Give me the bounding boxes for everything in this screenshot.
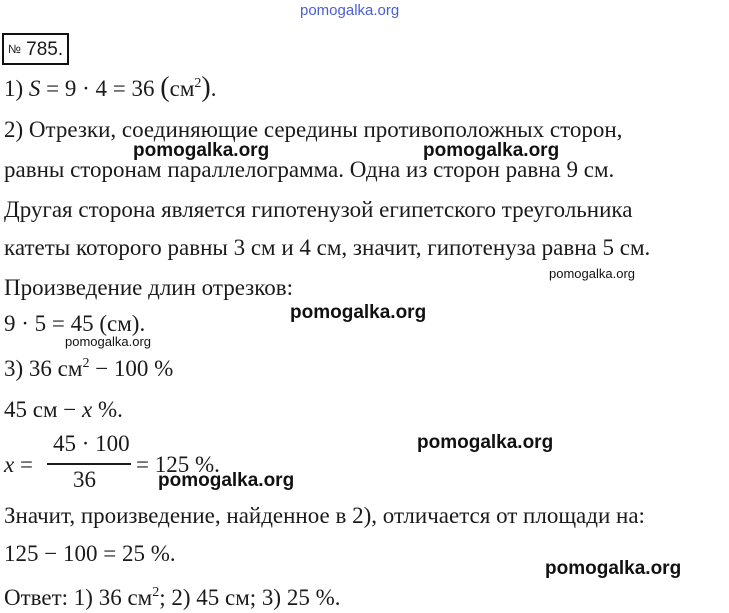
answer-exponent: 2: [152, 585, 160, 600]
fraction-variable-x: x: [4, 452, 15, 477]
line-1-exponent: 2: [194, 76, 202, 91]
task-number: [2, 33, 69, 65]
fraction-numerator: 45 · 100: [53, 431, 130, 456]
solution-line-8: [4, 355, 173, 383]
line-1-prefix: 1): [4, 76, 29, 101]
line-8-prefix: 3) 36 см: [4, 356, 83, 381]
watermark-2: pomogalka.org: [133, 140, 270, 161]
solution-line-5: катеты которого равны 3 см и 4 см, значит, гипотенуза равна 5 см.: [4, 235, 651, 260]
solution-line-4: Другая сторона является гипотенузой египетского треугольника: [4, 197, 633, 222]
task-number-value: 785.: [26, 39, 64, 60]
answer-line: [4, 584, 341, 612]
watermark-5: pomogalka.org: [290, 302, 427, 323]
answer-rest: ; 2) 45 см; 3) 25 %.: [159, 585, 341, 610]
solution-line-7: 9 · 5 = 45 (см).: [4, 311, 146, 336]
line-9-prefix: 45 см −: [4, 397, 82, 422]
line-1-expression: = 9 · 4 = 36: [40, 76, 161, 101]
solution-line-3: равны сторонам параллелограмма. Одна из сторон равна 9 см.: [4, 157, 615, 182]
watermark-9: pomogalka.org: [545, 558, 682, 579]
solution-line-6: Произведение длин отрезков:: [4, 275, 294, 300]
solution-line-2: 2) Отрезки, соединяющие середины противоположных сторон,: [4, 117, 623, 142]
area-symbol: S: [28, 76, 41, 101]
line-8-exponent: 2: [82, 356, 90, 371]
watermark-4: pomogalka.org: [549, 266, 635, 281]
watermark-3: pomogalka.org: [423, 140, 560, 161]
solution-line-9: [4, 396, 123, 424]
solution-line-10: [4, 451, 33, 479]
line-1-end: .: [210, 76, 217, 101]
fraction: [47, 431, 131, 493]
watermark-7: pomogalka.org: [417, 432, 554, 453]
open-paren: (: [160, 72, 170, 103]
answer-prefix: Ответ: 1) 36 см: [4, 585, 153, 610]
watermark-top: pomogalka.org: [300, 2, 400, 19]
solution-line-1: [4, 74, 216, 103]
watermark-8: pomogalka.org: [158, 470, 295, 491]
line-1-unit: см: [169, 76, 195, 101]
solution-line-12: 125 − 100 = 25 %.: [4, 541, 176, 566]
number-sign: №: [8, 42, 21, 56]
line-9-rest: %.: [92, 397, 123, 422]
fraction-denominator: 36: [73, 467, 96, 492]
fraction-result: = 125 %.: [136, 452, 220, 477]
watermark-6: pomogalka.org: [65, 334, 151, 349]
fraction-bar: [47, 463, 131, 465]
line-8-rest: − 100 %: [89, 356, 174, 381]
solution-line-11: Значит, произведение, найденное в 2), отличается от площади на:: [4, 503, 645, 528]
fraction-equals: =: [14, 452, 33, 477]
variable-x: x: [81, 397, 93, 422]
close-paren: ): [201, 72, 211, 103]
